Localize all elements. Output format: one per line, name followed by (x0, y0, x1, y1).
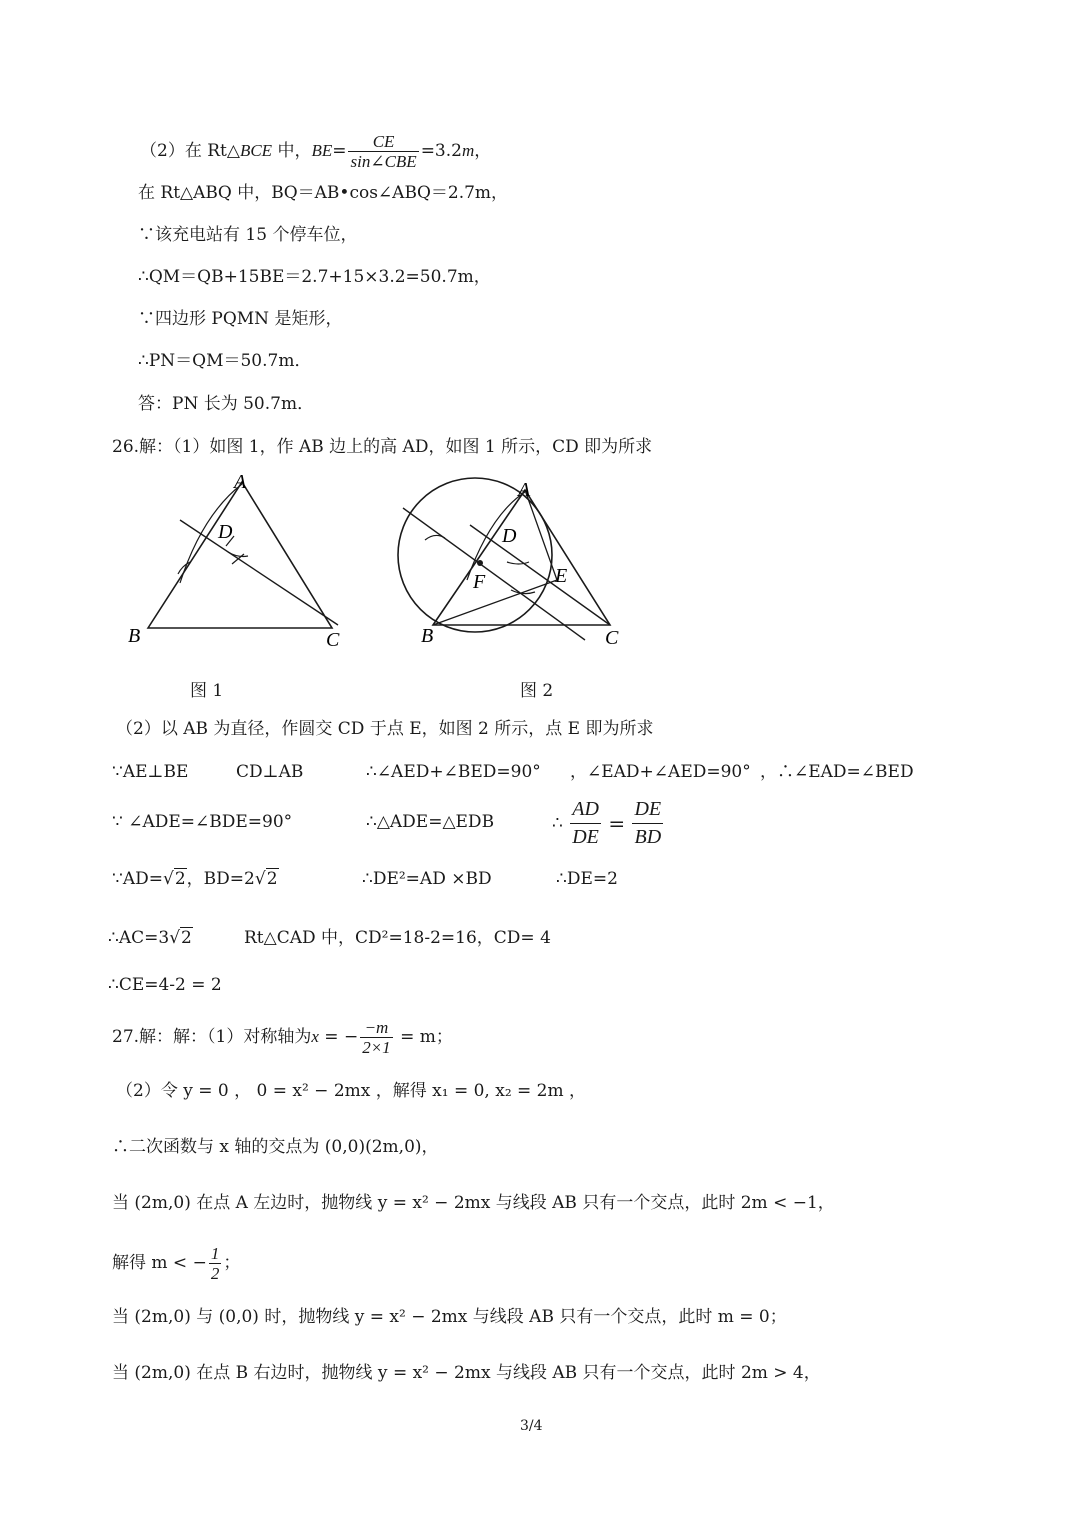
q27-line-1 (112, 1018, 453, 1057)
sqrt-2: √2 (169, 928, 192, 948)
equals-sign: = (608, 811, 626, 836)
fraction-de-bd (632, 796, 663, 851)
fraction-denominator: 2 (210, 1264, 220, 1283)
q25-line-3: ∵该充电站有 15 个停车位， (138, 225, 358, 245)
fig2-label-c: C (605, 627, 619, 649)
q27-text: 27.解：解：（1）对称轴为 (112, 1027, 312, 1047)
q25-line-7: 答：PN 长为 50.7m． (138, 394, 315, 414)
figure-1 (120, 470, 360, 655)
fig2-point-f (477, 560, 483, 566)
q27-line-2: （2）令 y = 0 ， 0 = x² − 2mx ，解得 x₁ = 0, x₂ = 2m ， (116, 1081, 587, 1101)
q25-text: ， (474, 141, 492, 161)
fraction-denominator: sin∠CBE (350, 152, 417, 171)
q26-r5: ∴CE=4-2 = 2 (108, 975, 222, 995)
q25-fraction (348, 132, 418, 171)
radicand: 2 (181, 928, 192, 948)
q26-text: ，BD= (186, 869, 245, 889)
fig1-arc (180, 484, 242, 583)
fig1-label-d: D (218, 521, 233, 543)
q26-text: ∴AC= (108, 928, 159, 948)
q25-line-2: 在 Rt△ABQ 中，BQ＝AB•cos∠ABQ＝2.7m， (138, 183, 509, 203)
fig2-label-a: A (518, 479, 531, 501)
therefore-symbol: ∴ (552, 813, 563, 834)
q26-heading: 26.解：（1）如图 1，作 AB 边上的高 AD，如图 1 所示，CD 即为所求 (112, 437, 653, 457)
q27-text: ； (223, 1253, 241, 1273)
fig1-bisector-line (180, 520, 338, 625)
fig1-arc-mark (228, 552, 248, 557)
fig2-triangle (433, 490, 610, 625)
fig2-line-2 (470, 525, 610, 625)
q27-line-6: 当 (2m,0) 与 (0,0) 时，抛物线 y = x² − 2mx 与线段 AB 只有一个交点，此时 m = 0； (112, 1307, 787, 1327)
figure-1-caption: 图 1 (190, 681, 224, 701)
q25-text: （2）在 Rt△ (140, 141, 240, 161)
q26-r2a: ∵ ∠ADE=∠BDE=90° (112, 812, 293, 832)
fraction-numerator: CE (348, 132, 418, 152)
q26-r3b: ∴DE²=AD ×BD (362, 869, 492, 889)
q27-half (209, 1244, 222, 1283)
sqrt-2: √2 (254, 869, 278, 889)
q27-result: = m (394, 1027, 436, 1047)
fig2-arc-mark (507, 562, 529, 564)
q26-r2b: ∴△ADE=△EDB (366, 812, 495, 832)
q26-text: ∵AD= (112, 869, 163, 889)
q25-result: =3.2 (420, 141, 462, 161)
fig2-label-f: F (473, 571, 486, 593)
q26-r1e: ，∴∠EAD=∠BED (760, 762, 914, 782)
q26-r3a (112, 868, 279, 890)
fraction-numerator: AD (570, 796, 601, 824)
q27-text: 解得 m < − (112, 1253, 207, 1273)
fraction-numerator: DE (632, 796, 663, 824)
q26-r1c: ∴∠AED+∠BED=90° (366, 762, 541, 782)
q25-eq: = (332, 141, 347, 161)
q27-line-3: ∴二次函数与 x 轴的交点为 (0,0)(2m,0)， (112, 1137, 439, 1157)
sqrt-2: √2 (162, 869, 186, 889)
q27-line-5 (112, 1244, 240, 1283)
q26-r1a: ∵AE⊥BE (112, 762, 189, 782)
q25-var: BE (311, 141, 333, 160)
var-x: x (311, 1027, 319, 1046)
fig2-label-d: D (502, 525, 517, 547)
q27-line-7: 当 (2m,0) 在点 B 右边时，抛物线 y = x² − 2mx 与线段 AB 只有一个交点，此时 2m > 4， (112, 1363, 821, 1383)
q25-text: 中， (272, 141, 312, 161)
q26-r2c (552, 796, 665, 851)
fig2-label-b: B (421, 625, 434, 647)
radicand: 2 (174, 869, 186, 889)
q26-r1b: CD⊥AB (236, 762, 304, 782)
radicand: 2 (266, 869, 278, 889)
fig1-label-c: C (326, 629, 340, 651)
coefficient: 2 (244, 869, 255, 889)
q25-line-1 (140, 132, 491, 171)
fig2-segment-ae (525, 490, 557, 580)
q25-line-5: ∵四边形 PQMN 是矩形， (138, 309, 343, 329)
q25-unit: m (461, 141, 475, 160)
fraction-ad-de (570, 796, 601, 851)
fraction-denominator: 2×1 (362, 1038, 391, 1057)
q27-fraction (360, 1018, 392, 1057)
fraction-numerator: −m (360, 1018, 392, 1038)
q26-r1d: ，∠EAD+∠AED=90° (570, 762, 751, 782)
fig2-segment-be (433, 580, 557, 625)
coefficient: 3 (158, 928, 170, 948)
q27-eq: = − (318, 1027, 359, 1047)
q25-line-4: ∴QM＝QB+15BE＝2.7+15×3.2=50.7m， (138, 267, 491, 287)
fig2-arc-mark (425, 535, 445, 540)
q27-line-4: 当 (2m,0) 在点 A 左边时，抛物线 y = x² − 2mx 与线段 AB 只有一个交点，此时 2m < −1， (112, 1193, 835, 1213)
figure-2 (395, 470, 635, 655)
fig1-label-b: B (128, 625, 141, 647)
fraction-numerator: 1 (210, 1244, 220, 1263)
q26-r4a (108, 927, 193, 949)
fig1-triangle (148, 482, 332, 628)
q26-r3c: ∴DE=2 (556, 869, 618, 889)
q25-triangle: BCE (239, 141, 273, 160)
q26-part2: （2）以 AB 为直径，作圆交 CD 于点 E，如图 2 所示，点 E 即为所求 (116, 719, 654, 739)
figure-2-caption: 图 2 (520, 681, 554, 701)
q26-r4b: Rt△CAD 中，CD²=18-2=16，CD= 4 (244, 928, 551, 948)
q27-text: ； (435, 1027, 453, 1047)
fraction-denominator: BD (634, 826, 662, 848)
q25-line-6: ∴PN＝QM＝50.7m． (138, 351, 312, 371)
fig2-label-e: E (555, 565, 568, 587)
fraction-denominator: DE (572, 826, 599, 848)
fig1-label-a: A (234, 471, 247, 493)
page-number: 3/4 (520, 1418, 543, 1434)
